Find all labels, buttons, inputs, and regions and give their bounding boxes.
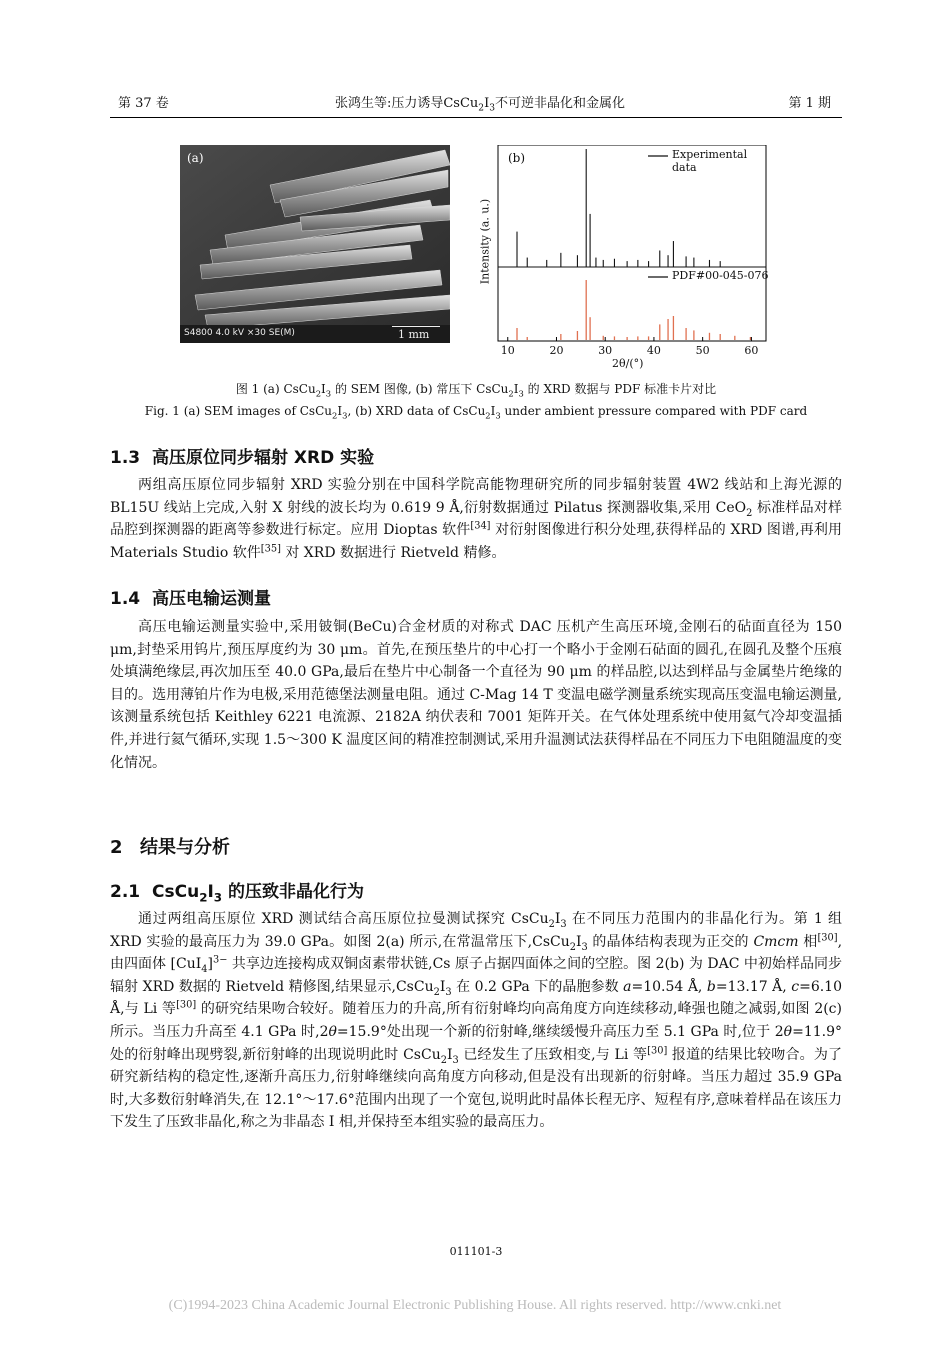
figure-caption-en: Fig. 1 (a) SEM images of $CsCu_2I_3$, (b) XRD data of $CsCu_2I_3$ under ambient pressure compared with PDF card	[144, 404, 808, 421]
panel-a-label: (a)	[187, 151, 204, 165]
y-axis-label: Intensity (a. u.)	[478, 198, 492, 285]
xrd-svg	[462, 145, 772, 377]
x-tick-label-50: 50	[695, 344, 710, 357]
cnki-watermark: (C)1994-2023 China Academic Journal Electronic Publishing House. All rights reserved. http://www.cnki.net	[168, 1298, 782, 1313]
section-1-3-body: 两组高压原位同步辐射 XRD 实验分别在中国科学院高能物理研究所的同步辐射装置 4W2 线站和上海光源的 BL15U 线站上完成,入射 X 射线的波长均为 0.619 9 Å,衍射数据通过 Pilatus 探测器收集,采用 CeO$_2$ 标准样品对样品腔到探测器的距离等参数进行标定。应用 Dioptas 软件[34] 对衍射图像进行积分处理,获得样品的 XRD 图谱,再利用 Materials Studio 软件[35] 对 XRD 数据进行 Rietveld 精修。	[110, 477, 843, 561]
header-title: 张鸿生等:压力诱导$CsCu_2I_3$不可逆非晶化和金属化	[334, 96, 626, 114]
x-axis-label: 2θ/(°)	[612, 357, 644, 370]
xrd-chart	[462, 145, 772, 377]
header-volume: 第 37 卷	[118, 96, 169, 111]
header-rule	[110, 117, 842, 118]
pdf-series	[517, 280, 750, 340]
sem-info-bar: S4800 4.0 kV ×30 SE(M)	[184, 328, 295, 338]
plot-frame	[498, 145, 766, 341]
sem-scale-bar	[392, 326, 440, 327]
x-tick-label-40: 40	[646, 344, 661, 357]
section-1-4-body: 高压电输运测量实验中,采用铍铜(BeCu)合金材质的对称式 DAC 压机产生高压环境,金刚石的砧面直径为 150 μm,封垫采用钨片,预压厚度约为 30 μm。首先,在预压垫片的中心打一个略小于金刚石砧面的圆孔,在圆孔及整个压痕处填满绝缘层,再次加压至 40.0 GPa,最后在垫片中心制备一个直径为 90 μm 的样品腔,以达到样品与金属垫片绝缘的目的。选用薄铂片作为电极,采用范德堡法测量电阻。通过 C-Mag 14 T 变温电磁学测量系统实现高压变温电输运测量,该测量系统包括 Keithley 6221 电流源、2182A 纳伏表和 7001 矩阵开关。在气体处理系统中使用氦气冷却变温插件,并进行氦气循环,实现 1.5～300 K 温度区间的精准控制测试,采用升温测试法获得样品在不同压力下电阻随温度的变化情况。	[110, 619, 842, 771]
x-tick-label-60: 60	[744, 344, 759, 357]
sem-image	[180, 145, 450, 343]
section-heading-2: 2 结果与分析	[110, 837, 230, 858]
figure-caption-cn: 图 1 (a) $CsCu_2I_3$ 的 SEM 图像, (b) 常压下 $CsCu_2I_3$ 的 XRD 数据与 PDF 标准卡片对比	[235, 382, 717, 399]
sem-scale-label: 1 mm	[398, 328, 430, 341]
x-ticks	[508, 337, 752, 341]
section-heading-1-3: 1.3 高压原位同步辐射 XRD 实验	[110, 448, 375, 468]
x-tick-label-30: 30	[598, 344, 613, 357]
panel-b-label: (b)	[508, 151, 526, 165]
page-number: 011101-3	[449, 1245, 503, 1258]
x-tick-label-10: 10	[500, 344, 515, 357]
x-tick-label-20: 20	[549, 344, 564, 357]
legend-exp-label: Experimental data	[672, 148, 748, 174]
section-heading-1-4: 1.4 高压电输运测量	[110, 589, 271, 609]
header-issue: 第 1 期	[788, 96, 831, 111]
section-heading-2-1: 2.1 $CsCu_2I_3$ 的压致非晶化行为	[110, 882, 364, 905]
section-2-1-body: 通过两组高压原位 XRD 测试结合高压原位拉曼测试探究 $CsCu_2I_3$ 在不同压力范围内的非晶化行为。第 1 组 XRD 实验的最高压力为 39.0 GPa。如图 2(a) 所示,在常温常压下$,CsCu_2I_3$ 的晶体结构表现为正交的 Cmcm 相[30],由四面体 $[CuI_4]^{3-}$ 共享边连接构成双铜卤素带状链,Cs 原子占据四面体之间的空腔。图 2(b) 为 DAC 中初始样品同步辐射 XRD 数据的 Rietveld 精修图,结果显示$,CsCu_2I_3$ 在 0.2 GPa 下的晶胞参数 a=10.54 Å, b=13.17 Å, c=6.10 Å,与 Li 等[30] 的研究结果吻合较好。随着压力的升高,所有衍射峰均向高角度方向连续移动,峰强也随之减弱,如图 2(c) 所示。当压力升高至 4.1 GPa 时,2θ=15.9°处出现一个新的衍射峰,继续缓慢升高压力至 5.1 GPa 时,位于 2θ=11.9°处的衍射峰出现劈裂,新衍射峰的出现说明此时 $CsCu_2I_3$ 已经发生了压致相变,与 Li 等[30] 报道的结果比较吻合。为了研究新结构的稳定性,逐渐升高压力,衍射峰继续向高角度方向移动,但是没有出现新的衍射峰。当压力超过 35.9 GPa 时,大多数衍射峰消失,在 12.1°～17.6°范围内出现了一个宽包,说明此时晶体长程无序、短程有序,意味着样品在该压力下发生了压致非晶化,称之为非晶态 Ⅰ 相,并保持至本组实验的最高压力。	[110, 911, 843, 1131]
sem-crystals	[180, 145, 450, 343]
legend-pdf-label: PDF#00-045-076	[672, 269, 769, 282]
